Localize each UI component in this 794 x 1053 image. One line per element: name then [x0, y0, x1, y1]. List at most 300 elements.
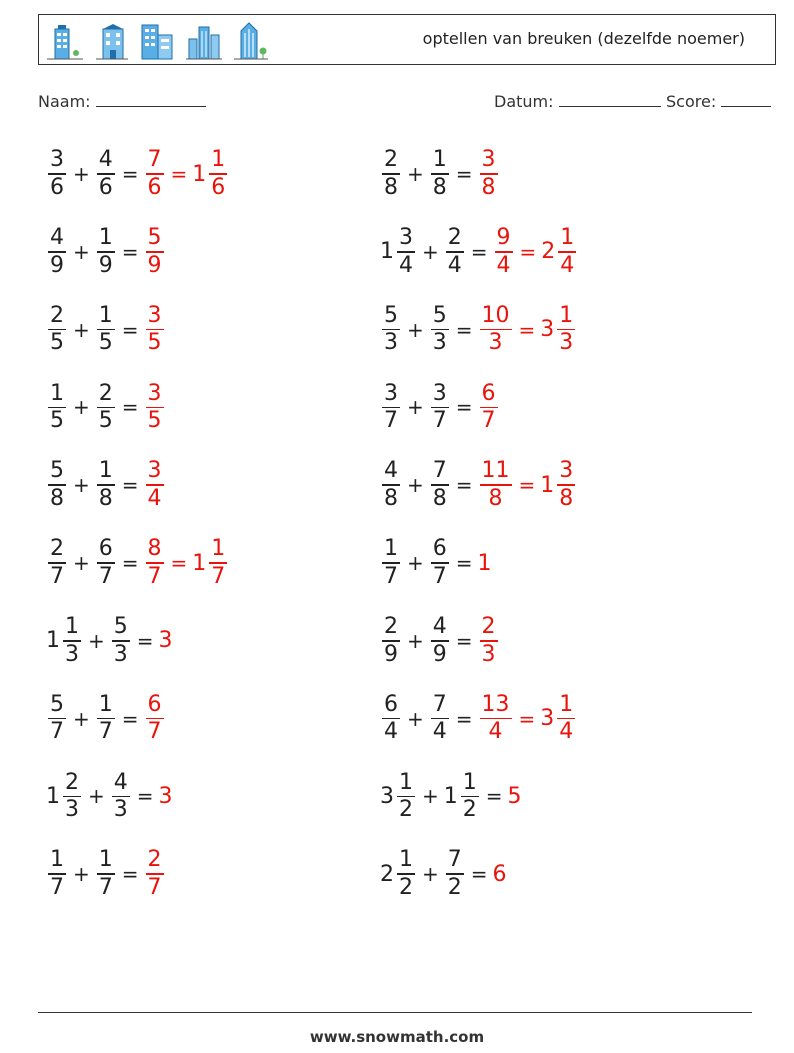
numerator: 1	[50, 380, 64, 406]
fraction	[397, 770, 415, 824]
fraction	[461, 770, 479, 824]
answer-term	[144, 692, 166, 746]
addend-a	[380, 614, 402, 668]
answer-term	[493, 225, 515, 279]
denominator: 3	[384, 330, 398, 356]
numerator: 2	[384, 614, 398, 639]
fraction	[382, 536, 400, 590]
denominator: 3	[65, 641, 79, 667]
numerator: 1	[98, 847, 113, 873]
equals-sign: =	[518, 706, 536, 731]
problem-item	[380, 766, 523, 826]
numerator: 3	[384, 380, 398, 406]
answer-term	[478, 692, 514, 746]
numerator: 6	[98, 536, 113, 562]
denominator: 5	[147, 330, 162, 356]
denominator: 6	[98, 174, 113, 200]
numerator: 3	[432, 380, 447, 406]
equals-sign: =	[455, 395, 473, 420]
answer	[159, 784, 174, 809]
equals-sign: =	[170, 551, 188, 575]
numerator: 1	[98, 225, 113, 250]
numerator: 5	[147, 225, 162, 250]
denominator: 5	[147, 408, 162, 434]
addend-a	[46, 536, 68, 590]
answer	[478, 381, 500, 435]
denominator: 3	[481, 641, 496, 667]
addend-a	[46, 692, 68, 746]
addend-b	[444, 847, 466, 901]
building-icon	[233, 21, 269, 61]
fraction	[382, 303, 400, 357]
plus-sign: +	[73, 395, 90, 420]
fraction	[146, 147, 164, 201]
numerator: 7	[447, 847, 462, 873]
fraction	[397, 847, 415, 901]
plus-sign: +	[407, 473, 424, 498]
denominator: 8	[384, 485, 398, 511]
plus-sign: +	[88, 628, 105, 653]
addend-a	[46, 847, 68, 901]
fraction	[97, 458, 115, 512]
numerator: 6	[147, 691, 162, 717]
addend-b	[429, 614, 451, 668]
answer-term	[508, 784, 523, 809]
denominator: 6	[50, 174, 64, 200]
addend-b	[429, 381, 451, 435]
building-icon	[95, 23, 129, 61]
answer	[478, 614, 500, 668]
denominator: 7	[50, 563, 64, 589]
fraction	[48, 225, 66, 279]
numerator: 3	[559, 458, 574, 484]
addend-b	[95, 147, 117, 201]
denominator: 4	[432, 719, 447, 745]
fraction	[48, 303, 66, 357]
plus-sign: +	[422, 239, 439, 264]
denominator: 8	[559, 485, 574, 511]
page-title: optellen van breuken (dezelfde noemer)	[422, 29, 745, 48]
whole-number: 1	[443, 783, 458, 809]
equals-sign: =	[519, 239, 537, 264]
equals-sign: =	[121, 551, 139, 575]
denominator: 5	[98, 330, 113, 356]
denominator: 4	[496, 252, 511, 278]
numerator: 5	[384, 302, 398, 328]
denominator: 9	[432, 641, 447, 667]
fraction	[446, 847, 464, 901]
answer	[144, 381, 166, 435]
footer-divider	[38, 1012, 752, 1013]
plus-sign: +	[88, 784, 105, 809]
fraction	[480, 381, 498, 435]
fraction	[446, 225, 464, 279]
denominator: 2	[399, 874, 413, 900]
plus-sign: +	[407, 706, 424, 731]
answer	[478, 303, 578, 357]
plus-sign: +	[73, 239, 90, 264]
fraction	[557, 458, 575, 512]
addend-b	[95, 303, 117, 357]
name-field	[38, 92, 206, 111]
denominator: 9	[50, 252, 64, 278]
denominator: 9	[384, 641, 398, 667]
fraction	[97, 147, 115, 201]
fraction	[431, 381, 449, 435]
fraction	[480, 147, 498, 201]
equals-sign: =	[121, 706, 139, 731]
whole-number: 5	[507, 783, 522, 809]
equals-sign: =	[121, 162, 139, 186]
answer-term	[478, 381, 500, 435]
fraction	[209, 536, 227, 590]
fraction	[48, 692, 66, 746]
fraction	[382, 147, 400, 201]
fraction	[48, 536, 66, 590]
answer-term	[540, 303, 577, 357]
answer-term	[192, 147, 229, 201]
addend-b	[95, 458, 117, 512]
denominator: 4	[447, 252, 462, 278]
addend-b	[95, 847, 117, 901]
fraction	[209, 147, 227, 201]
problem-item	[46, 222, 166, 282]
problem-item	[380, 844, 508, 904]
denominator: 3	[113, 797, 128, 823]
name-blank[interactable]	[96, 92, 206, 107]
answer-term	[192, 536, 229, 590]
denominator: 2	[462, 797, 477, 823]
problem-item	[380, 144, 500, 204]
numerator: 4	[432, 614, 447, 639]
denominator: 7	[98, 719, 113, 745]
date-field	[494, 92, 661, 111]
numerator: 1	[98, 302, 113, 328]
answer-term	[144, 536, 166, 590]
denominator: 5	[50, 408, 64, 434]
answer-term	[478, 458, 514, 512]
fraction	[48, 847, 66, 901]
denominator: 7	[384, 408, 398, 434]
equals-sign: =	[455, 162, 473, 186]
whole-number: 3	[158, 628, 173, 654]
whole-number: 1	[540, 472, 555, 498]
answer-term	[478, 303, 514, 357]
answer	[144, 847, 166, 901]
whole-number: 1	[46, 628, 60, 654]
answer-term	[159, 628, 174, 653]
fraction	[431, 303, 449, 357]
fraction	[557, 692, 575, 746]
answer	[478, 147, 500, 201]
name-label: Naam:	[38, 92, 91, 111]
answer	[144, 303, 166, 357]
addend-a	[46, 147, 68, 201]
addend-a	[46, 458, 68, 512]
fraction	[146, 847, 164, 901]
fraction	[480, 614, 498, 668]
denominator: 7	[147, 874, 162, 900]
equals-sign: =	[455, 706, 473, 731]
denominator: 6	[147, 174, 162, 200]
equals-sign: =	[121, 395, 139, 420]
denominator: 7	[98, 874, 113, 900]
numerator: 3	[50, 147, 64, 173]
fraction	[48, 381, 66, 435]
fraction	[112, 770, 130, 824]
denominator: 7	[147, 719, 162, 745]
denominator: 4	[559, 719, 574, 745]
whole-number: 2	[541, 239, 556, 265]
denominator: 7	[50, 874, 64, 900]
building-icon	[139, 21, 175, 61]
numerator: 1	[559, 691, 574, 717]
fraction	[97, 381, 115, 435]
addend-b	[110, 770, 132, 824]
problem-item	[380, 222, 578, 282]
answer-term	[159, 784, 174, 809]
answer-term	[540, 692, 577, 746]
fraction	[97, 847, 115, 901]
fraction	[431, 536, 449, 590]
plus-sign: +	[407, 395, 424, 420]
denominator: 9	[98, 252, 113, 278]
plus-sign: +	[422, 784, 439, 809]
answer-term	[478, 147, 500, 201]
numerator: 3	[147, 302, 162, 328]
numerator: 1	[399, 769, 413, 795]
numerator: 4	[113, 769, 128, 795]
fraction	[97, 225, 115, 279]
whole-number: 1	[192, 550, 207, 576]
answer	[478, 551, 493, 576]
numerator: 1	[50, 847, 64, 873]
numerator: 2	[147, 847, 162, 873]
answer-term	[144, 147, 166, 201]
denominator: 7	[211, 563, 226, 589]
whole-number: 6	[492, 861, 507, 887]
denominator: 3	[65, 797, 79, 823]
answer-term	[144, 225, 166, 279]
numerator: 7	[147, 147, 162, 173]
equals-sign: =	[518, 473, 536, 498]
numerator: 1	[211, 536, 226, 562]
denominator: 7	[481, 408, 496, 434]
fraction	[146, 303, 164, 357]
numerator: 2	[65, 769, 79, 795]
answer	[144, 692, 166, 746]
fraction	[431, 458, 449, 512]
numerator: 1	[432, 147, 447, 173]
building-icon	[185, 23, 223, 61]
fraction	[146, 536, 164, 590]
addend-a	[380, 847, 417, 901]
plus-sign: +	[407, 162, 424, 186]
problem-item	[46, 533, 229, 593]
whole-number: 1	[380, 239, 394, 265]
fraction	[63, 614, 81, 668]
whole-number: 3	[540, 706, 555, 732]
problem-item	[46, 377, 166, 437]
denominator: 5	[98, 408, 113, 434]
addend-a	[46, 381, 68, 435]
answer-term	[144, 847, 166, 901]
numerator: 1	[384, 536, 398, 562]
numerator: 3	[147, 458, 162, 484]
fraction	[63, 770, 81, 824]
denominator: 8	[432, 174, 447, 200]
plus-sign: +	[407, 628, 424, 653]
numerator: 4	[384, 458, 398, 484]
answer-term	[144, 458, 166, 512]
fraction	[382, 381, 400, 435]
addend-a	[380, 147, 402, 201]
header-icons	[45, 21, 269, 61]
score-label: Score:	[666, 92, 717, 111]
denominator: 3	[113, 641, 128, 667]
answer	[478, 692, 578, 746]
denominator: 7	[98, 563, 113, 589]
answer	[493, 225, 579, 279]
denominator: 9	[147, 252, 162, 278]
numerator: 2	[481, 614, 496, 639]
numerator: 6	[432, 536, 447, 562]
denominator: 2	[447, 874, 462, 900]
fraction	[97, 303, 115, 357]
addend-a	[380, 303, 402, 357]
problem-item	[380, 455, 577, 515]
fraction	[382, 458, 400, 512]
addend-a	[380, 770, 417, 824]
addend-a	[380, 225, 417, 279]
score-field	[666, 92, 771, 111]
denominator: 2	[399, 797, 413, 823]
fraction	[97, 536, 115, 590]
addend-b	[444, 225, 466, 279]
fraction	[382, 692, 400, 746]
denominator: 7	[432, 563, 447, 589]
addend-b	[95, 536, 117, 590]
equals-sign: =	[121, 862, 139, 887]
denominator: 5	[50, 330, 64, 356]
numerator: 7	[432, 458, 447, 484]
addend-b	[429, 536, 451, 590]
score-blank[interactable]	[721, 92, 771, 107]
equals-sign: =	[170, 162, 188, 186]
answer	[508, 784, 523, 809]
fraction	[431, 147, 449, 201]
problem-item	[380, 689, 577, 749]
whole-number: 3	[158, 783, 173, 809]
numerator: 6	[384, 691, 398, 717]
addend-b	[444, 770, 481, 824]
answer-term	[493, 862, 508, 887]
whole-number: 1	[46, 783, 60, 809]
answer-term	[540, 458, 577, 512]
numerator: 1	[559, 302, 574, 328]
numerator: 10	[481, 302, 510, 328]
addend-b	[429, 303, 451, 357]
numerator: 1	[65, 614, 79, 639]
fraction	[480, 458, 512, 512]
numerator: 1	[399, 847, 413, 873]
fraction	[97, 692, 115, 746]
date-blank[interactable]	[559, 92, 661, 107]
problem-item	[46, 611, 174, 671]
addend-b	[95, 381, 117, 435]
denominator: 7	[384, 563, 398, 589]
fraction	[146, 692, 164, 746]
problem-item	[380, 377, 500, 437]
numerator: 7	[432, 691, 447, 717]
denominator: 7	[432, 408, 447, 434]
plus-sign: +	[73, 473, 90, 498]
numerator: 5	[432, 302, 447, 328]
whole-number: 1	[192, 161, 207, 187]
worksheet-header	[38, 14, 776, 65]
addend-a	[46, 225, 68, 279]
denominator: 6	[211, 174, 226, 200]
denominator: 8	[384, 174, 398, 200]
numerator: 9	[496, 225, 511, 250]
denominator: 3	[488, 330, 503, 356]
answer	[159, 628, 174, 653]
answer	[144, 458, 166, 512]
numerator: 3	[147, 380, 162, 406]
equals-sign: =	[455, 551, 473, 575]
fraction	[480, 692, 512, 746]
problem-item	[46, 844, 166, 904]
fraction	[146, 381, 164, 435]
denominator: 4	[560, 252, 575, 278]
numerator: 1	[560, 225, 575, 250]
numerator: 1	[98, 691, 113, 717]
addend-b	[429, 458, 451, 512]
denominator: 4	[147, 485, 162, 511]
answer-term	[144, 303, 166, 357]
equals-sign: =	[121, 473, 139, 498]
denominator: 3	[432, 330, 447, 356]
answer	[493, 862, 508, 887]
equals-sign: =	[455, 473, 473, 498]
numerator: 5	[50, 458, 64, 484]
denominator: 8	[432, 485, 447, 511]
denominator: 8	[98, 485, 113, 511]
numerator: 13	[481, 691, 510, 717]
answer-term	[144, 381, 166, 435]
addend-b	[429, 147, 451, 201]
problem-item	[380, 533, 493, 593]
answer-term	[478, 614, 500, 668]
plus-sign: +	[422, 862, 439, 887]
plus-sign: +	[407, 551, 424, 575]
addend-a	[380, 536, 402, 590]
equals-sign: =	[136, 628, 154, 653]
numerator: 2	[447, 225, 462, 250]
addend-b	[95, 692, 117, 746]
answer	[144, 225, 166, 279]
denominator: 4	[384, 719, 398, 745]
numerator: 3	[399, 225, 413, 250]
equals-sign: =	[121, 239, 139, 264]
fraction	[146, 225, 164, 279]
answer-term	[478, 551, 493, 576]
denominator: 7	[147, 563, 162, 589]
problem-item	[380, 300, 577, 360]
problem-item	[46, 144, 229, 204]
whole-number: 3	[540, 317, 555, 343]
fraction	[146, 458, 164, 512]
